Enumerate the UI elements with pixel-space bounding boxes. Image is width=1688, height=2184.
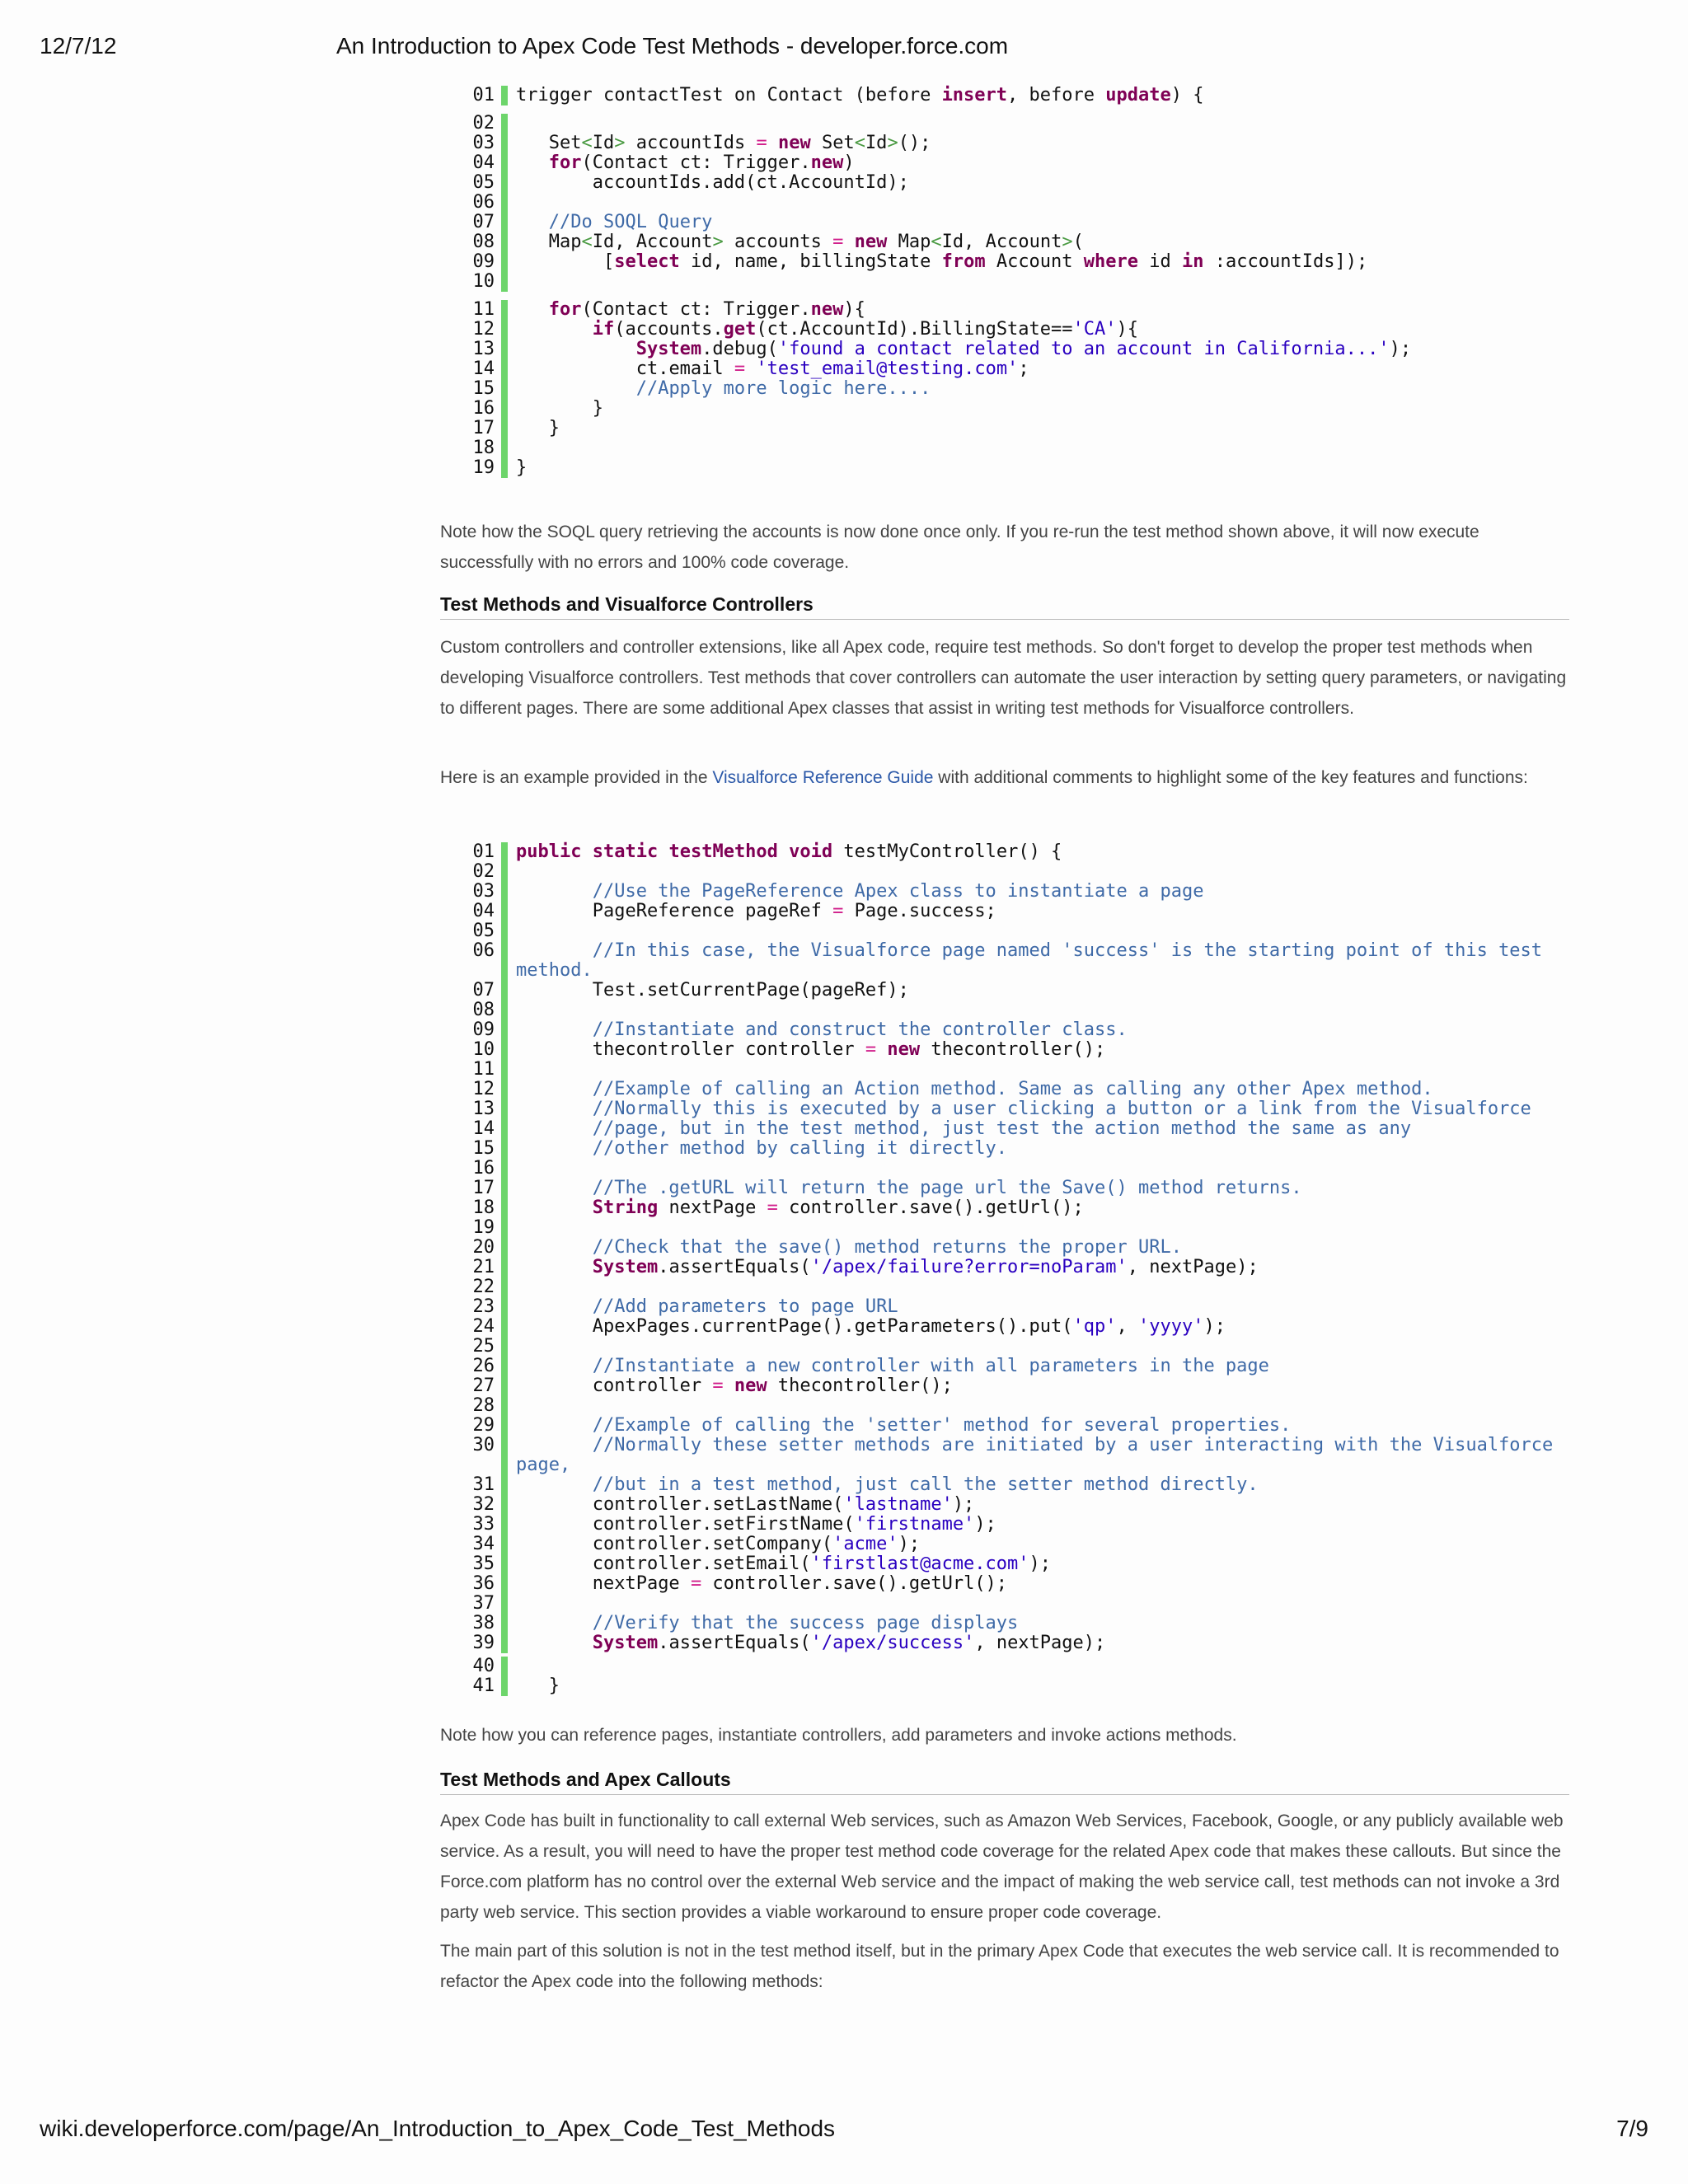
code-line: 09 //Instantiate and construct the controller class. <box>468 1020 1573 1040</box>
line-number: 10 <box>472 271 495 292</box>
print-date: 12/7/12 <box>40 33 117 59</box>
line-number: 12 <box>472 1079 495 1099</box>
line-number: 24 <box>472 1316 495 1337</box>
code-line <box>468 114 1573 134</box>
code-line: 39 System.assertEquals('/apex/success', nextPage); <box>468 1633 1573 1653</box>
line-number: 08 <box>472 232 495 252</box>
line-number: 15 <box>472 378 495 399</box>
line-number: 35 <box>472 1554 495 1574</box>
code-line: 13 System.debug('found a contact related to an account in California...'); <box>468 340 1573 359</box>
code-line: 13 //Normally this is executed by a user clicking a button or a link from the Visualforce <box>468 1099 1573 1119</box>
code-line: 20 //Check that the save() method returns the proper URL. <box>468 1238 1573 1258</box>
line-number: 22 <box>472 1277 495 1297</box>
code-line: 03 //Use the PageReference Apex class to instantiate a page <box>468 882 1573 902</box>
line-number: 17 <box>472 1178 495 1198</box>
line-number: 33 <box>472 1514 495 1535</box>
line-number: 40 <box>472 1656 495 1676</box>
line-number: 16 <box>472 398 495 419</box>
code-line: 41 } <box>468 1676 1573 1696</box>
code-line <box>468 193 1573 213</box>
code-line: 35 controller.setEmail('firstlast@acme.com'); <box>468 1554 1573 1574</box>
code-line: 07 Test.setCurrentPage(pageRef); <box>468 981 1573 1001</box>
section-heading-visualforce: Test Methods and Visualforce Controllers <box>440 593 1569 620</box>
visualforce-reference-guide-link[interactable]: Visualforce Reference Guide <box>712 768 934 787</box>
code-line <box>468 1396 1573 1416</box>
line-number: 13 <box>472 339 495 359</box>
code-line <box>468 1657 1573 1676</box>
code-line: 15 //other method by calling it directly. <box>468 1139 1573 1159</box>
line-number: 31 <box>472 1474 495 1495</box>
line-number: 14 <box>472 1118 495 1139</box>
line-number: 07 <box>472 212 495 232</box>
line-number: 18 <box>472 1197 495 1218</box>
line-number: 23 <box>472 1296 495 1317</box>
line-number: 05 <box>472 921 495 941</box>
line-number: 08 <box>472 1000 495 1020</box>
code-line: 12 //Example of calling an Action method. Same as calling any other Apex method. <box>468 1080 1573 1099</box>
code-line <box>468 1337 1573 1357</box>
code-line <box>468 1277 1573 1297</box>
paragraph-callouts-intro: Apex Code has built in functionality to call external Web services, such as Amazon Web Services, Facebook, Google, or any publicly available web service. As a result, you will need to have the proper test method code coverage for the related Apex code that makes these callouts. But since the Force.com platform has no control over the external Web service and the impact of making the web service call, test methods can not invoke a 3rd party web service. This section provides a viable workaround to ensure proper code coverage. <box>440 1811 1564 1922</box>
line-number: 06 <box>472 192 495 213</box>
line-number: 29 <box>472 1415 495 1436</box>
code-line: 09 [select id, name, billingState from Account where id in :accountIds]); <box>468 252 1573 272</box>
line-number: 03 <box>472 881 495 902</box>
code-line <box>468 1218 1573 1238</box>
line-number: 17 <box>472 418 495 438</box>
code-line: 01 public static testMethod void testMyController() { <box>468 842 1573 862</box>
code-line: 31 //but in a test method, just call the setter method directly. <box>468 1475 1573 1495</box>
print-title: An Introduction to Apex Code Test Methods - developer.force.com <box>336 33 1009 59</box>
code-line: 06 //In this case, the Visualforce page named 'success' is the starting point of this test method. <box>468 941 1573 981</box>
line-number: 20 <box>472 1237 495 1258</box>
line-number: 28 <box>472 1395 495 1416</box>
line-number: 11 <box>472 1059 495 1080</box>
line-number: 32 <box>472 1494 495 1515</box>
code-line: 01 trigger contactTest on Contact (before insert, before update) { <box>468 86 1573 105</box>
line-number: 06 <box>472 940 495 961</box>
code-line: 33 controller.setFirstName('firstname'); <box>468 1515 1573 1535</box>
print-footer <box>0 2116 1688 2149</box>
code-line: 18 String nextPage = controller.save().getUrl(); <box>468 1198 1573 1218</box>
code-line: 32 controller.setLastName('lastname'); <box>468 1495 1573 1515</box>
code-line: 29 //Example of calling the 'setter' method for several properties. <box>468 1416 1573 1436</box>
code-block-test-controller <box>468 842 1573 1696</box>
line-number: 38 <box>472 1613 495 1633</box>
line-number: 25 <box>472 1336 495 1357</box>
line-number: 36 <box>472 1573 495 1594</box>
code-line: 04 for(Contact ct: Trigger.new) <box>468 153 1573 173</box>
line-number: 09 <box>472 1019 495 1040</box>
paragraph-soql-note: Note how the SOQL query retrieving the accounts is now done once only. If you re-run the test method shown above, it will now execute successfully with no errors and 100% code coverage. <box>440 523 1479 572</box>
code-line: 27 controller = new thecontroller(); <box>468 1376 1573 1396</box>
code-line: 30 //Normally these setter methods are initiated by a user interacting with the Visualforce page, <box>468 1436 1573 1475</box>
code-line <box>468 1594 1573 1614</box>
line-number: 21 <box>472 1257 495 1277</box>
line-number: 15 <box>472 1138 495 1159</box>
line-number: 27 <box>472 1376 495 1396</box>
code-line <box>468 921 1573 941</box>
line-number: 07 <box>472 980 495 1001</box>
line-number: 12 <box>472 319 495 340</box>
code-line <box>468 1001 1573 1020</box>
line-number: 39 <box>472 1633 495 1653</box>
line-number: 30 <box>472 1435 495 1455</box>
line-number: 37 <box>472 1593 495 1614</box>
line-number: 04 <box>472 901 495 921</box>
code-line: 10 thecontroller controller = new thecontroller(); <box>468 1040 1573 1060</box>
code-line: 17 //The .getURL will return the page url the Save() method returns. <box>468 1179 1573 1198</box>
code-line: 11 for(Contact ct: Trigger.new){ <box>468 300 1573 320</box>
line-number: 10 <box>472 1039 495 1060</box>
code-line: 05 accountIds.add(ct.AccountId); <box>468 173 1573 193</box>
paragraph-controller-note: Note how you can reference pages, instantiate controllers, add parameters and invoke actions methods. <box>440 1726 1237 1745</box>
paragraph-callouts-solution: The main part of this solution is not in the test method itself, but in the primary Apex Code that executes the web service call. It is recommended to refactor the Apex code into the following methods: <box>440 1942 1559 1991</box>
line-number: 14 <box>472 359 495 379</box>
code-line: 38 //Verify that the success page displays <box>468 1614 1573 1633</box>
line-number: 05 <box>472 172 495 193</box>
code-line <box>468 1060 1573 1080</box>
line-number: 01 <box>472 85 495 105</box>
code-line: 24 ApexPages.currentPage().getParameters().put('qp', 'yyyy'); <box>468 1317 1573 1337</box>
code-line: 14 ct.email = 'test_email@testing.com'; <box>468 359 1573 379</box>
line-number: 19 <box>472 1217 495 1238</box>
paragraph-text: Here is an example provided in the <box>440 768 713 787</box>
code-line: 26 //Instantiate a new controller with all parameters in the page <box>468 1357 1573 1376</box>
code-line: 23 //Add parameters to page URL <box>468 1297 1573 1317</box>
paragraph-visualforce-intro: Custom controllers and controller extensions, like all Apex code, require test methods. So don't forget to develop the proper test methods when developing Visualforce controllers. Test methods that cover controllers can automate the user interaction by setting query parameters, or navigating to different pages. There are some additional Apex classes that assist in writing test methods for Visualforce controllers. <box>440 638 1567 718</box>
code-line: 03 Set<Id> accountIds = new Set<Id>(); <box>468 134 1573 153</box>
code-line <box>468 438 1573 458</box>
code-line: 34 controller.setCompany('acme'); <box>468 1535 1573 1554</box>
code-line: 36 nextPage = controller.save().getUrl(); <box>468 1574 1573 1594</box>
section-heading-callouts: Test Methods and Apex Callouts <box>440 1769 1569 1795</box>
code-line: 19 } <box>468 458 1573 478</box>
line-number: 09 <box>472 251 495 272</box>
paragraph-text: with additional comments to highlight some of the key features and functions: <box>933 768 1528 787</box>
code-line: 08 Map<Id, Account> accounts = new Map<Id, Account>( <box>468 232 1573 252</box>
print-header <box>0 33 1688 66</box>
line-number: 19 <box>472 457 495 478</box>
line-number: 34 <box>472 1534 495 1554</box>
print-url: wiki.developerforce.com/page/An_Introduction_to_Apex_Code_Test_Methods <box>40 2116 836 2141</box>
line-number: 26 <box>472 1356 495 1376</box>
line-number: 02 <box>472 113 495 134</box>
line-number: 18 <box>472 438 495 458</box>
line-number: 01 <box>472 841 495 862</box>
page-number: 7/9 <box>1616 2116 1648 2141</box>
paragraph-visualforce-example <box>440 762 1569 793</box>
code-line: 21 System.assertEquals('/apex/failure?error=noParam', nextPage); <box>468 1258 1573 1277</box>
line-number: 16 <box>472 1158 495 1179</box>
code-line: 07 //Do SOQL Query <box>468 213 1573 232</box>
code-line: 17 } <box>468 419 1573 438</box>
code-line: 15 //Apply more logic here.... <box>468 379 1573 399</box>
code-line <box>468 1159 1573 1179</box>
line-number: 03 <box>472 133 495 153</box>
code-line: 16 } <box>468 399 1573 419</box>
line-number: 41 <box>472 1675 495 1696</box>
code-line: 12 if(accounts.get(ct.AccountId).BillingState=='CA'){ <box>468 320 1573 340</box>
code-line <box>468 272 1573 292</box>
code-block-trigger <box>468 86 1573 478</box>
code-line: 14 //page, but in the test method, just test the action method the same as any <box>468 1119 1573 1139</box>
code-line <box>468 862 1573 882</box>
code-line: 04 PageReference pageRef = Page.success; <box>468 902 1573 921</box>
line-number: 02 <box>472 861 495 882</box>
line-number: 11 <box>472 299 495 320</box>
line-number: 13 <box>472 1099 495 1119</box>
line-number: 04 <box>472 152 495 173</box>
